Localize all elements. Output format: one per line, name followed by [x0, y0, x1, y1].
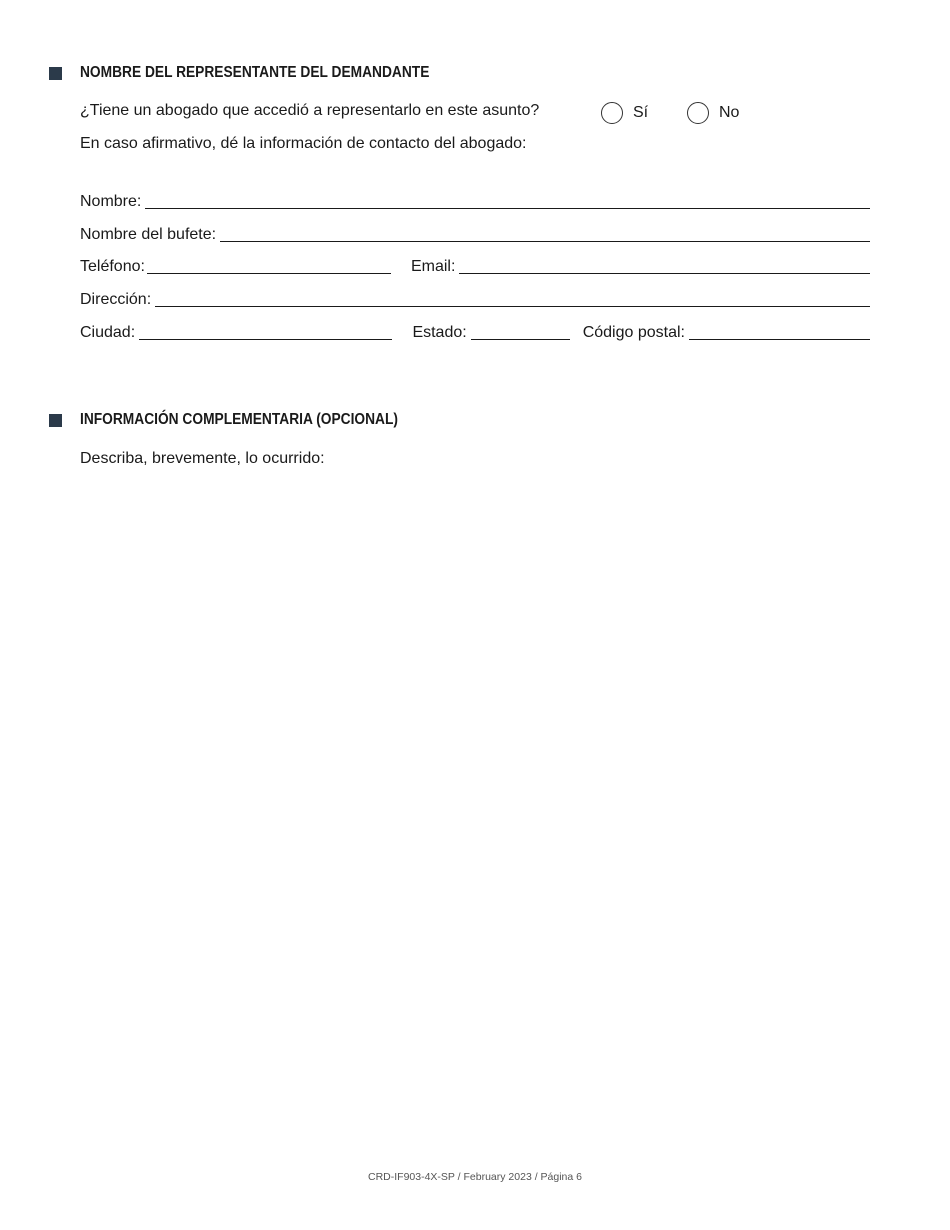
section-title: NOMBRE DEL REPRESENTANTE DEL DEMANDANTE — [80, 64, 430, 81]
state-label: Estado: — [412, 324, 467, 341]
name-label: Nombre: — [80, 193, 142, 210]
description-prompt: Describa, brevemente, lo ocurrido: — [80, 450, 325, 467]
firm-label: Nombre del bufete: — [80, 226, 217, 243]
contact-instruction: En caso afirmativo, dé la información de contacto del abogado: — [80, 135, 527, 152]
radio-option-yes[interactable] — [601, 102, 648, 124]
address-label: Dirección: — [80, 291, 152, 308]
firm-input[interactable] — [220, 222, 870, 242]
section-heading-representative — [49, 64, 486, 82]
email-label: Email: — [410, 258, 456, 275]
page-footer: CRD-IF903-4X-SP / February 2023 / Página 6 — [368, 1171, 582, 1183]
square-bullet-icon — [49, 67, 62, 80]
radio-yes-label: Sí — [633, 104, 649, 121]
phone-input[interactable] — [147, 254, 391, 274]
email-input[interactable] — [459, 254, 870, 274]
zip-label: Código postal: — [582, 324, 685, 341]
square-bullet-icon — [49, 414, 62, 427]
radio-no-circle[interactable] — [687, 102, 709, 124]
section-heading-additional-info — [49, 411, 450, 429]
firm-field-row — [80, 223, 870, 245]
city-state-zip-row — [80, 321, 870, 343]
section-title: INFORMACIÓN COMPLEMENTARIA (OPCIONAL) — [80, 411, 398, 428]
zip-input[interactable] — [689, 320, 870, 340]
radio-no-label: No — [719, 104, 740, 121]
address-input[interactable] — [155, 287, 870, 307]
phone-email-row — [80, 255, 870, 277]
radio-yes-circle[interactable] — [601, 102, 623, 124]
address-field-row — [80, 288, 870, 310]
phone-label: Teléfono: — [80, 258, 145, 275]
state-input[interactable] — [471, 320, 570, 340]
city-input[interactable] — [139, 320, 392, 340]
name-field-row — [80, 190, 870, 212]
radio-option-no[interactable] — [687, 102, 739, 124]
name-input[interactable] — [145, 189, 870, 209]
city-label: Ciudad: — [80, 324, 136, 341]
attorney-question: ¿Tiene un abogado que accedió a representarlo en este asunto? — [80, 102, 540, 119]
